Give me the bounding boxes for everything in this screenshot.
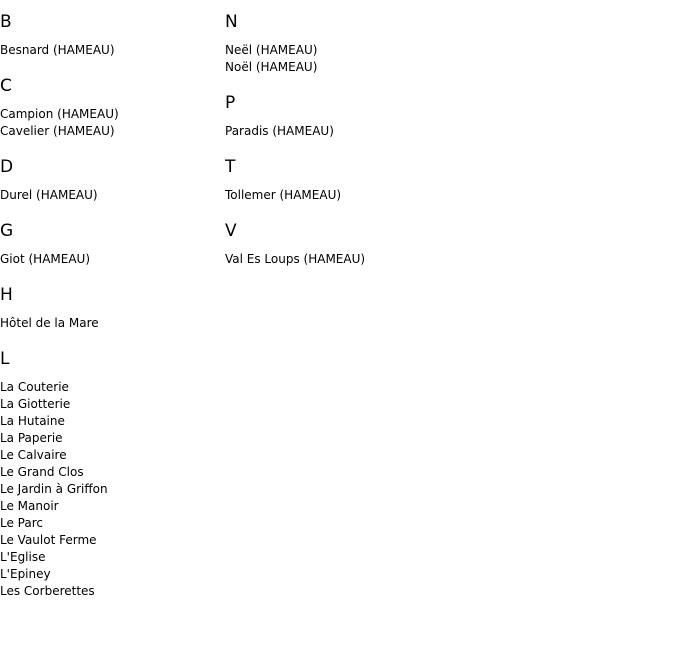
place-link[interactable]: La Hutaine xyxy=(0,414,65,428)
letter-group-g xyxy=(0,221,220,268)
place-link[interactable]: Les Corberettes xyxy=(0,584,95,598)
letter-heading: T xyxy=(225,157,236,177)
letter-heading: D xyxy=(0,157,14,177)
entry-list xyxy=(0,106,220,140)
letter-heading: V xyxy=(225,221,237,241)
entry-list xyxy=(0,42,220,59)
letter-group-b xyxy=(0,12,220,59)
place-link[interactable]: L'Epiney xyxy=(0,567,51,581)
place-link[interactable]: Le Calvaire xyxy=(0,448,67,462)
place-link[interactable]: La Giotterie xyxy=(0,397,71,411)
entry-list xyxy=(225,42,525,76)
place-link[interactable]: La Paperie xyxy=(0,431,63,445)
entry-list xyxy=(225,251,525,268)
place-link[interactable]: Noël (HAMEAU) xyxy=(225,60,318,74)
place-link[interactable]: L'Eglise xyxy=(0,550,46,564)
place-link[interactable]: Hôtel de la Mare xyxy=(0,316,99,330)
place-link[interactable]: La Couterie xyxy=(0,380,69,394)
letter-heading: G xyxy=(0,221,14,241)
place-link[interactable]: Le Manoir xyxy=(0,499,59,513)
index-column-right xyxy=(225,0,525,268)
letter-group-c xyxy=(0,76,220,140)
place-link[interactable]: Giot (HAMEAU) xyxy=(0,252,91,266)
letter-heading: B xyxy=(0,12,12,32)
letter-group-l xyxy=(0,349,220,600)
place-link[interactable]: Le Jardin à Griffon xyxy=(0,482,108,496)
letter-heading: H xyxy=(0,285,13,305)
place-link[interactable]: Neël (HAMEAU) xyxy=(225,43,318,57)
letter-heading: C xyxy=(0,76,12,96)
entry-list xyxy=(225,123,525,140)
place-link[interactable]: Durel (HAMEAU) xyxy=(0,188,98,202)
letter-group-h xyxy=(0,285,220,332)
letter-heading: P xyxy=(225,93,236,113)
letter-group-t xyxy=(225,157,525,204)
place-link[interactable]: Cavelier (HAMEAU) xyxy=(0,124,115,138)
place-link[interactable]: Le Grand Clos xyxy=(0,465,84,479)
letter-group-d xyxy=(0,157,220,204)
letter-group-v xyxy=(225,221,525,268)
place-link[interactable]: Paradis (HAMEAU) xyxy=(225,124,334,138)
place-link[interactable]: Le Parc xyxy=(0,516,43,530)
place-link[interactable]: Campion (HAMEAU) xyxy=(0,107,119,121)
entry-list xyxy=(225,187,525,204)
place-link[interactable]: Tollemer (HAMEAU) xyxy=(225,188,342,202)
place-link[interactable]: Besnard (HAMEAU) xyxy=(0,43,115,57)
letter-group-p xyxy=(225,93,525,140)
entry-list xyxy=(0,187,220,204)
place-link[interactable]: Val Es Loups (HAMEAU) xyxy=(225,252,366,266)
letter-heading: N xyxy=(225,12,238,32)
place-link[interactable]: Le Vaulot Ferme xyxy=(0,533,97,547)
entry-list xyxy=(0,251,220,268)
letter-heading: L xyxy=(0,349,10,369)
letter-group-n xyxy=(225,12,525,76)
entry-list xyxy=(0,379,220,600)
entry-list xyxy=(0,315,220,332)
index-column-left xyxy=(0,0,220,600)
